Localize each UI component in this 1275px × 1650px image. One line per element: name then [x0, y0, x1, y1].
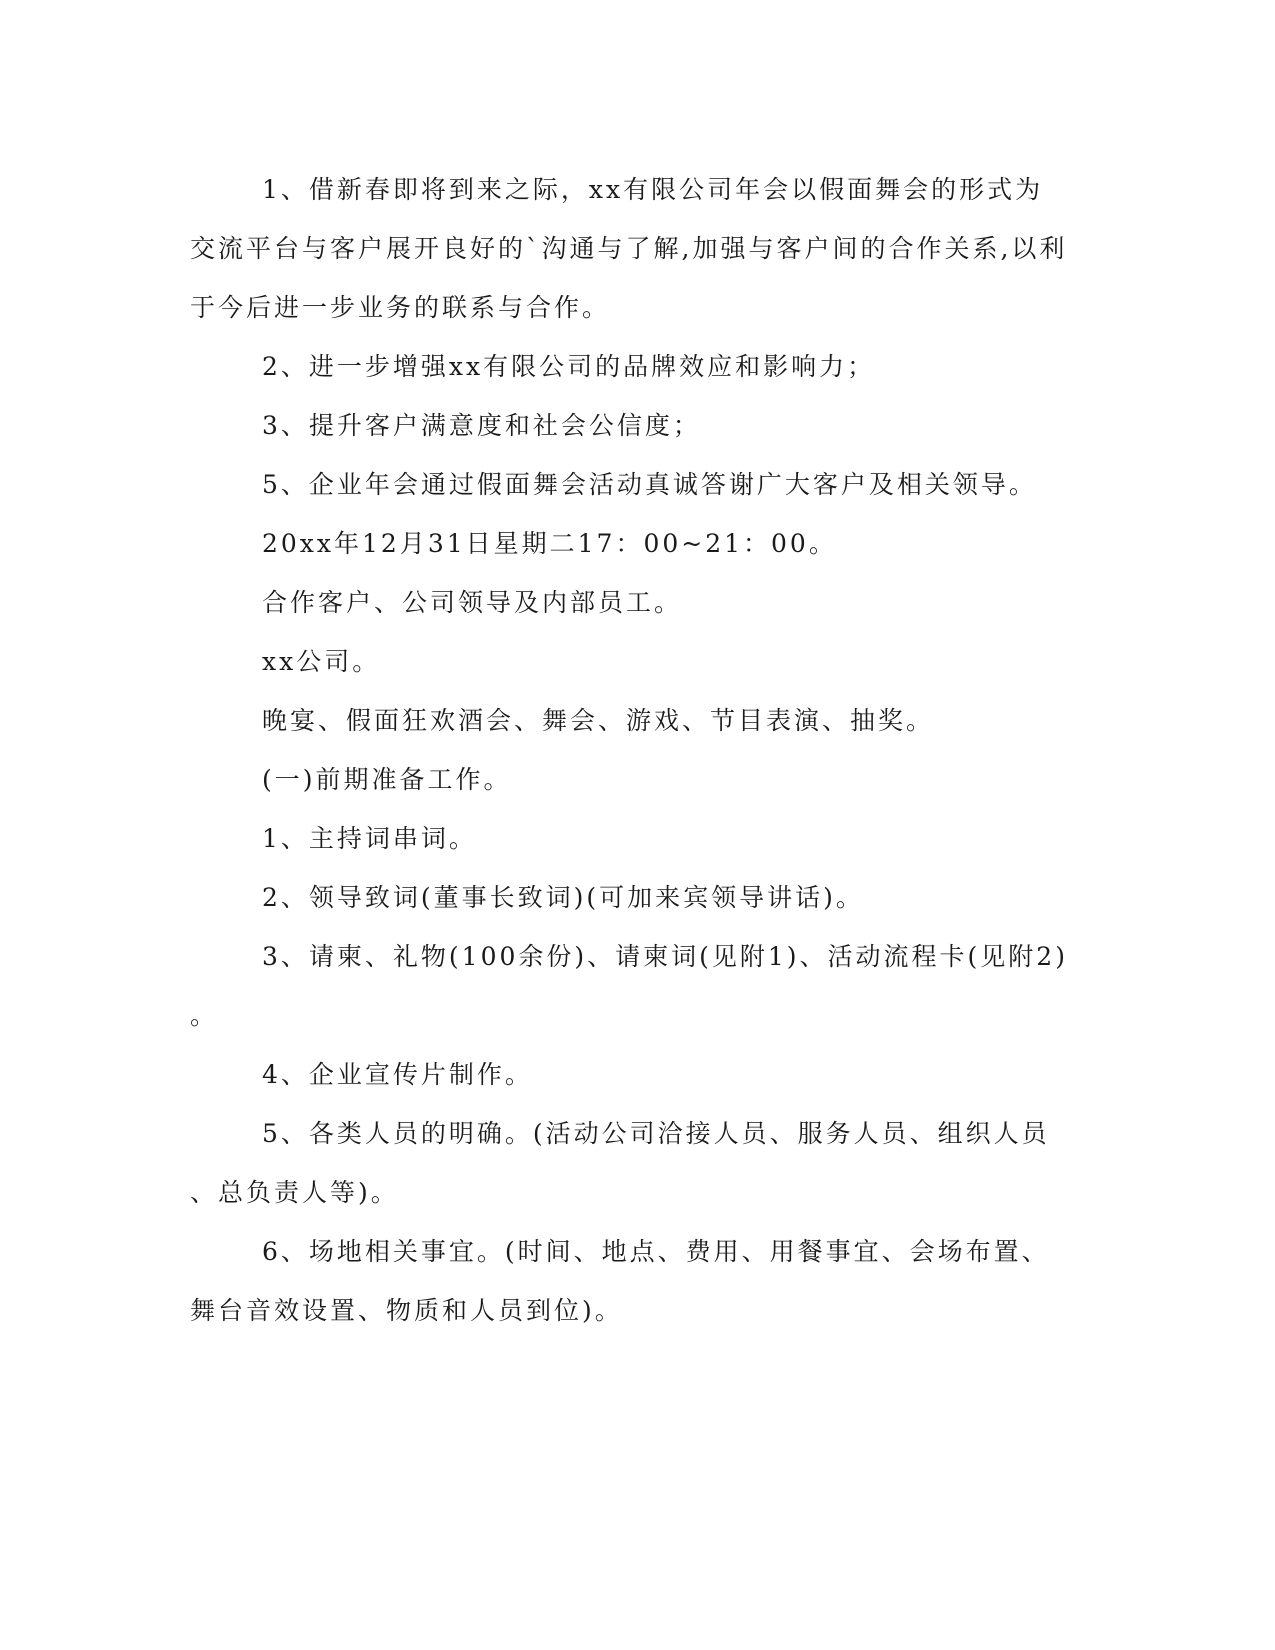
paragraph-3: 3、提升客户满意度和社会公信度；: [262, 411, 701, 440]
prep-item-4: 4、企业宣传片制作。: [262, 1060, 533, 1089]
event-time: 20xx年12月31日星期二17：00~21：00。: [262, 529, 837, 558]
event-program: 晚宴、假面狂欢酒会、舞会、游戏、节目表演、抽奖。: [262, 706, 935, 735]
prep-item-5-line-2: 、总负责人等)。: [190, 1178, 399, 1207]
paragraph-4: 5、企业年会通过假面舞会活动真诚答谢广大客户及相关领导。: [262, 470, 1037, 499]
prep-item-3-line-1: 3、请柬、礼物(100余份)、请柬词(见附1)、活动流程卡(见附2): [262, 942, 1068, 971]
prep-item-3-line-2: 。: [190, 1001, 219, 1030]
prep-item-5-line-1: 5、各类人员的明确。(活动公司洽接人员、服务人员、组织人员: [262, 1119, 1050, 1148]
paragraph-2: 2、进一步增强xx有限公司的品牌效应和影响力；: [262, 352, 876, 381]
section-heading-preparation: (一)前期准备工作。: [262, 765, 512, 794]
prep-item-6-line-1: 6、场地相关事宜。(时间、地点、费用、用餐事宜、会场布置、: [262, 1237, 1050, 1266]
event-organizer: xx公司。: [262, 647, 381, 676]
paragraph-1-line-1: 1、借新春即将到来之际，xx有限公司年会以假面舞会的形式为: [262, 175, 1044, 204]
event-attendees: 合作客户、公司领导及内部员工。: [262, 588, 683, 617]
paragraph-1-line-3: 于今后进一步业务的联系与合作。: [190, 293, 611, 322]
prep-item-2: 2、领导致词(董事长致词)(可加来宾领导讲话)。: [262, 883, 864, 912]
prep-item-6-line-2: 舞台音效设置、物质和人员到位)。: [190, 1296, 623, 1325]
prep-item-1: 1、主持词串词。: [262, 824, 477, 853]
paragraph-1-line-2: 交流平台与客户展开良好的`沟通与了解,加强与客户间的合作关系,以利: [190, 234, 1068, 263]
